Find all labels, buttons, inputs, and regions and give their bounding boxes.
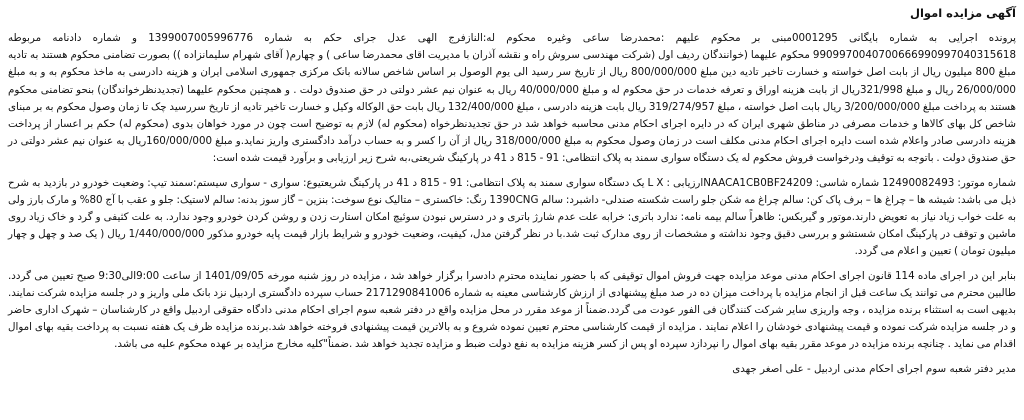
notice-title: آگهی مزایده اموال (909, 6, 1016, 20)
vehicle-description-paragraph: شماره موتور: 12490082493 شماره شاسی: NAACA1CB0BF24209ارزیابی : L X یک دستگاه سواری سمند به پلاک انتظامی: 91 - 815 د 41 در پارکینگ شریعتیوع: سواری - سواری سیستم:سمند تیپ: وضعیت خودرو در بازدید به شرح ذیل می باشد: شیشه ها – چراغ ها – برف پاک کن: سالم چراغ مه شکن جلو راست شکسته صندلی- داشبرد: سالم 1390CNG رنگ: خاکستری – متالیک نوع سوخت: بنزین – گاز سوز بدنه: سالم لاستیک: جلو و عقب با آج 80% و مارک بارز ولی به علت خواب زیاد نیاز به تعویض دارند.موتور و گیربکس: ظاهراً سالم بیمه نامه: ندارد باتری: خرابه علت عدم شارژ باتری و در دسترس نبودن سوئیچ امکان استارت زدن و روشن کردن خودرو وجود ندارد. به علت کثیفی و گرد و خاک زیاد روی ماشین و توقف در پارکینگ امکان شستشو و بررسی دقیق وجود نداشته و مشخصات از روی مدارک ثبت شد.با در نظر گرفتن مدل، کیفیت، وضعیت خودرو و شرایط بازار قیمت پایه خودرو مذکور 1/440/000/000 ریال ( یک صد و چهل و چهار میلیون تومان ) تعیین و اعلام می گردد. (8, 176, 1016, 258)
case-details-paragraph: پرونده اجرایی به شماره بایگانی 0001295مبنی بر محکوم علیهم :محمدرضا ساعی وغیره محکوم له:النازفرج الهی عدل جرای حکم به شماره 1399007005996776 و شماره دادنامه مربوطه 9909970040700666990997040315618 محکوم علیهما (خوانندگان ردیف اول (شرکت مهندسی سروش راه و نقشه آذران با مدیریت اقای محمدرضا ساعی ) و چهارم( آقای شهرام سلیمانزاده )) بصورت تضامنی محکوم هستند به تادیه مبلغ 800 میلیون ریال از بابت اصل خواسته و خسارت تاخیر تادیه دین مبلغ 800/000/000 ریال از تاریخ سر رسید الی یوم الوصول بر اساس شاخص سالانه بانک مرکزی جمهوری اسلامی ایران و هزینه دادرسی به ماخذ محکوم به و به مبلغ 26/000/000 ریال و مبلغ 321/998ریال از بابت هزینه اوراق و تعرفه خدمات در حق محکوم له و مبلغ 40/000/000 ریال به عنوان نیم عشر دولتی در حق صندوق دولت . و همچنین محکوم علیهما (تجدیدنظرخواندگان) بنحو تضامنی محکوم هستند به پرداخت مبلغ 3/200/000/000 ریال بابت اصل خواسته ، مبلغ 319/274/957 ریال بابت هزینه دادرسی ، مبلغ 132/400/000 ریال بابت حق الوکاله وکیل و خسارت تاخیر تادیه از تاریخ سررسید چک تا زمان وصول محکوم به بر مبنای شاخص کل بهای کالاها و خدمات مصرفی در مناطق شهری ایران که در دایره اجرای احکام مدنی محاسبه خواهد شد در حق تجدیدنظرخواه (محکوم له) لازم به توضیح است چون در مورد خواهان بدوی (محکوم له) حکم بر اعسار از پرداخت هزینه دادرسی صادر واعلام شده است دایره اجرای احکام مدنی مکلف است در زمان وصول محکوم به مبلغ 318/000/000 ریال از آن را کسر و به حساب درآمد دادگستری واریز نماید.و مبلغ 160/000/000ریال به عنوان نیم عشر دولتی در حق صندوق دولت . باتوجه به توقیف ودرخواست فروش محکوم له یک دستگاه سواری سمند به پلاک انتظامی: 91 - 815 د 41 در پارکینگ شریعتی،به شرح زیر ارزیابی و برآورد قیمت شده است: (8, 32, 1016, 165)
auction-terms-paragraph: بنابر این در اجرای ماده 114 قانون اجرای احکام مدنی موعد مزایده جهت فروش اموال توقیفی که با حضور نماینده محترم دادسرا برگزار خواهد شد ، مزایده در روز شنبه مورخه 1401/09/05 از ساعت 9:00الی9:30 صبح تعیین می گردد. طالبین محترم می توانند یک ساعت قبل از انجام مزایده با پرداخت میزان ده در صد مبلغ پیشنهادی از ارزش کارشناسی معینه به شماره 2171290841006 حساب سپرده دادگستری اردبیل نزد بانک ملی واریز و در جلسه مزایده شرکت نمایند. بدیهی است به استثناء برنده مزایده ، وجه واریزی سایر شرکت کنندگان فی الفور عودت می گردد.ضمناً از موعد مقرر در محل مزایده واقع در دفتر شعبه سوم اجرای احکام مدنی دادگاه حقوقی اردبیل واقع در کارشناسان – شهرک اداری حاضر و در جلسه مزایده شرکت نموده و قیمت پیشنهادی خودشان را اعلام نمایند . مزایده از قیمت کارشناسی محترم تعیین نموده شروع و به بالاترین قیمت پیشنهادی فروخته خواهد شد.برنده مزایده ظرف یک هفته نسبت به پرداخت بقیه بهای اموال اقدام می نماید . چنانچه برنده مزایده در موعد مقرر بقیه بهای اموال را نپردازد سپرده او پس از کسر هزینه مزایده به نفع دولت ضبط و مزایده تجدید خواهد شد .ضمناً"کلیه مخارج مزایده بر عهده محکوم علیه می باشد. (8, 269, 1016, 351)
signature-line: مدیر دفتر شعبه سوم اجرای احکام مدنی اردبیل - علی اصغر جهدی (732, 362, 1016, 375)
